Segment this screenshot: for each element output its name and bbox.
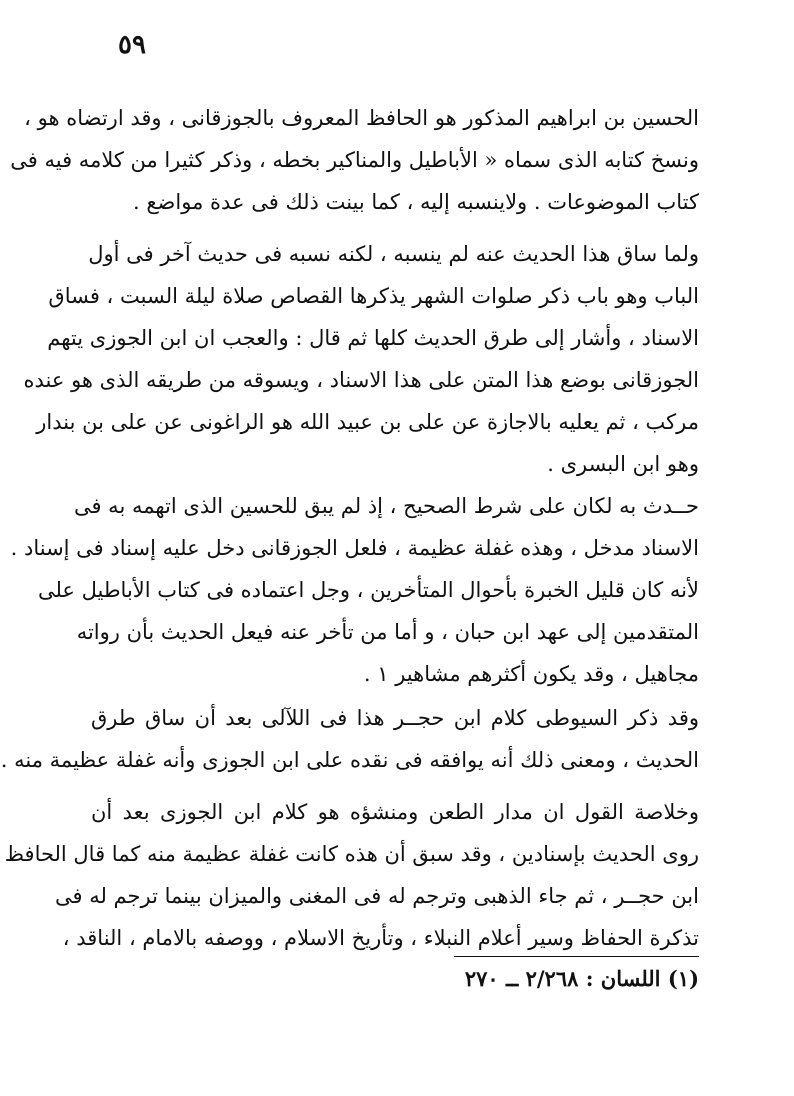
text-line: الاسناد ، وأشار إلى طرق الحديث كلها ثم قال : والعجب ان ابن الجوزى يتهم (47, 326, 699, 350)
text-line: حــدث به لكان على شرط الصحيح ، إذ لم يبق للحسين الذى اتهمه به فى (73, 494, 699, 518)
text-line: الاسناد مدخل ، وهذه غفلة عظيمة ، فلعل الجوزقانى دخل عليه إسناد فى إسناد . (10, 536, 699, 560)
text-line: وخلاصة القول ان مدار الطعن ومنشؤه هو كلام ابن الجوزى بعد أن (91, 800, 699, 824)
text-line: الحديث ، ومعنى ذلك أنه يوافقه فى نقده على ابن الجوزى وأنه غفلة عظيمة منه . (0, 748, 699, 772)
text-line: تذكرة الحفاظ وسير أعلام النبلاء ، وتأريخ الاسلام ، ووصفه بالامام ، الناقد ، (62, 926, 699, 950)
text-line: ابن حجــر ، ثم جاء الذهبى وترجم له فى المغنى والميزان بينما ترجم له فى (55, 884, 699, 908)
text-line: المتقدمين إلى عهد ابن حبان ، و أما من تأخر عنه فيعل الحديث بأن رواته (76, 620, 699, 644)
footnote: (١) اللسان : ٢/٢٦٨ ــ ٢٧٠ (464, 966, 699, 991)
text-line: وهو ابن البسرى . (547, 452, 699, 476)
text-line: ونسخ كتابه الذى سماه « الأباطيل والمناكير بخطه ، وذكر كثيرا من كلامه فيه فى (10, 148, 699, 172)
text-line: لأنه كان قليل الخبرة بأحوال المتأخرين ، وجل اعتماده فى كتاب الأباطيل على (37, 578, 699, 602)
text-line: ولما ساق هذا الحديث عنه لم ينسبه ، لكنه نسبه فى حديث آخر فى أول (88, 242, 699, 266)
page-number: ٥٩ (118, 30, 146, 60)
footnote-divider (454, 956, 699, 957)
text-line: روى الحديث بإسنادين ، وقد سبق أن هذه كانت غفلة عظيمة منه كما قال الحافظ (4, 842, 699, 866)
text-line: الجوزقانى بوضع هذا المتن على هذا الاسناد ، ويسوقه من طريقه الذى هو عنده (23, 368, 699, 392)
text-line: مجاهيل ، وقد يكون أكثرهم مشاهير ١ . (363, 662, 699, 686)
text-line: وقد ذكر السيوطى كلام ابن حجــر هذا فى اللآلى بعد أن ساق طرق (91, 706, 699, 730)
text-line: الحسين بن ابراهيم المذكور هو الحافظ المعروف بالجوزقانى ، وقد ارتضاه هو ، (24, 106, 699, 130)
text-line: مركب ، ثم يعليه بالاجازة عن على بن عبيد الله هو الراغونى عن على بن بندار (36, 410, 699, 434)
text-line: كتاب الموضوعات . ولاينسبه إليه ، كما بينت ذلك فى عدة مواضع . (133, 190, 699, 214)
text-line: الباب وهو باب ذكر صلوات الشهر يذكرها القصاص صلاة ليلة السبت ، فساق (48, 284, 699, 308)
